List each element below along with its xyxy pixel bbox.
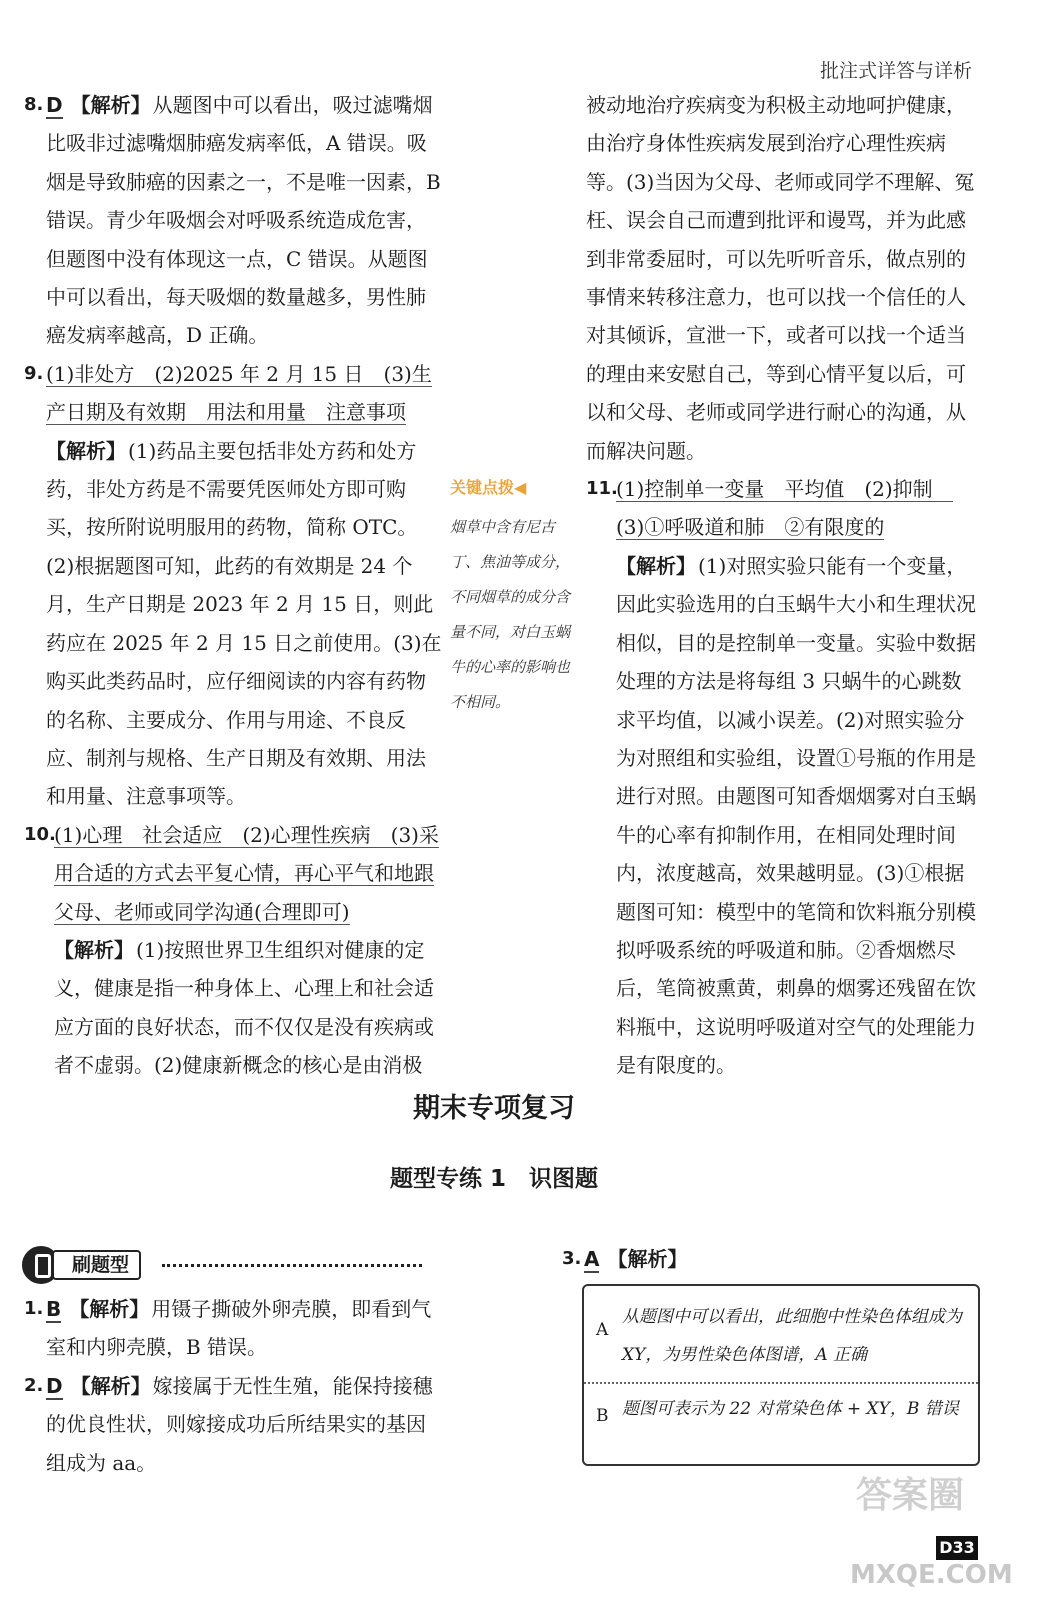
question-10 [24,816,444,1085]
page-header: 批注式详答与详析 [819,60,972,82]
key-point-heading: 关键点拨 [450,478,515,497]
badge-label: 刷题型 [52,1250,141,1280]
analysis-text: 用镊子撕破外卵壳膜，即看到气室和内卵壳膜，B 错误。 [46,1297,432,1360]
answer-letter: A [584,1247,600,1271]
question-11 [586,470,978,1085]
analysis-tag: 【解析】 [616,553,696,578]
question-number: 1. [24,1298,44,1319]
answer-letter: B [46,1297,62,1321]
left-column [24,86,444,1085]
page-number: D33 [936,1536,978,1560]
analysis-tag: 【解析】 [46,438,126,463]
analysis-tag: 【解析】 [70,93,151,117]
practice-question-1 [24,1290,444,1367]
question-number: 2. [24,1374,44,1396]
analysis-tag: 【解析】 [69,1297,150,1321]
section-title: 期末专项复习 [413,1093,575,1124]
analysis-text: (1)按照世界卫生组织对健康的定义，健康是指一种身体上、心理上和社会适应方面的良好状态，而不仅仅是没有疾病或者不虚弱。(2)健康新概念的核心是由消极 [54,937,434,1078]
right-column [586,86,978,1085]
option-letter: B [596,1406,609,1426]
analysis-row-a [584,1298,978,1374]
practice-badge [22,1246,422,1282]
practice-question-3-header [562,1240,982,1278]
answer-letter: D [46,1373,63,1398]
analysis-tag: 【解析】 [54,937,134,962]
option-analysis: 从题图中可以看出，此细胞中性染色体组成为 XY，为男性染色体图谱，A 正确 [622,1307,962,1365]
arrow-left-icon: ◀ [514,478,527,497]
question-number: 8. [24,94,44,115]
analysis-text: (1)对照实验只能有一个变量，因此实验选用的白玉蜗牛大小和生理状况相似，目的是控制单一变量。实验中数据处理的方法是将每组 3 只蜗牛的心跳数求平均值，以减小误差。(2)对照实验分为对照组和实验组，设置①号瓶的作用是进行对照。由题图可知香烟烟雾对白玉蜗牛的心率有抑制作用，在相同处理时间内，浓度越高，效果越明显。(3)①根据题图可知：模型中的笔筒和饮料瓶分别模拟呼吸系统的呼吸道和肺。②香烟燃尽后，笔筒被熏黄，刺鼻的烟雾还残留在饮料瓶中，这说明呼吸道对空气的处理能力是有限度的。 [616,553,976,1078]
analysis-text: (1)药品主要包括非处方药和处方药，非处方药是不需要凭医师处方即可购买，按所附说明服用的药物，简称 OTC。(2)根据题图可知，此药的有效期是 24 个月，生产日期是 2023 年 2 月 15 日，则此药应在 2025 年 2 月 15 日之前使用。(3)在购买此类药品时，应仔细阅读的内容有药物的名称、主要成分、作用与用途、不良反应、制剂与规格、生产日期及有效期、用法和用量、注意事项等。 [46,438,442,809]
answer-text: (1)非处方 (2)2025 年 2 月 15 日 (3)生产日期及有效期 用法和用量 注意事项 [46,361,432,425]
key-point-text: 烟草中含有尼古丁、焦油等成分，不同烟草的成分含量不同，对白玉蜗牛的心率的影响也不相同。 [450,518,571,711]
answer-letter: D [46,93,63,117]
answer-text: (1)心理 社会适应 (2)心理性疾病 (3)采用合适的方式去平复心情，再心平气和地跟父母、老师或同学沟通(合理即可) [54,822,439,924]
question-number: 9. [24,362,44,384]
question-9 [24,355,444,816]
watermark-logo: 答案圈 [856,1475,965,1516]
question-number: 11. [586,478,618,500]
question-number: 3. [562,1248,582,1269]
option-letter: A [596,1320,609,1340]
section-subtitle: 题型专练 1 识图题 [389,1166,598,1192]
option-analysis: 题图可表示为 22 对常染色体 + XY，B 错误 [622,1399,959,1419]
question-8 [24,86,444,355]
analysis-row-b [584,1382,978,1428]
practice-question-2 [24,1367,444,1482]
analysis-text: 嫁接属于无性生殖，能保持接穗的优良性状，则嫁接成功后所结果实的基因组成为 aa。 [46,1373,433,1475]
question-10-continued: 被动地治疗疾病变为积极主动地呵护健康，由治疗身体性疾病发展到治疗心理性疾病等。(3)当因为父母、老师或同学不理解、冤枉、误会自己而遭到批评和谩骂，并为此感到非常委屈时，可以先听听音乐，做点别的事情来转移注意力，也可以找一个信任的人对其倾诉，宣泄一下，或者可以找一个适当的理由来安慰自己，等到心情平复以后，可以和父母、老师或同学进行耐心的沟通，从而解决问题。 [586,93,975,463]
analysis-tag: 【解析】 [607,1247,688,1271]
practice-left [24,1290,444,1482]
question-number: 10. [24,823,56,845]
dotted-divider [162,1264,422,1267]
key-point-note [450,470,578,720]
analysis-text: 从题图中可以看出，吸过滤嘴烟比吸非过滤嘴烟肺癌发病率低，A 错误。吸烟是导致肺癌的因素之一，不是唯一因素，B 错误。青少年吸烟会对呼吸系统造成危害，但题图中没有体现这一点，C 错误。从题图中可以看出，每天吸烟的数量越多，男性肺癌发病率越高，D 正确。 [46,93,441,348]
watermark-url: MXQE.COM [850,1560,1013,1590]
analysis-table [582,1284,980,1466]
analysis-tag: 【解析】 [70,1373,151,1398]
practice-question-3 [562,1240,982,1426]
answer-text: (1)控制单一变量 平均值 (2)抑制 (3)①呼吸道和肺 ②有限度的 [616,477,953,540]
